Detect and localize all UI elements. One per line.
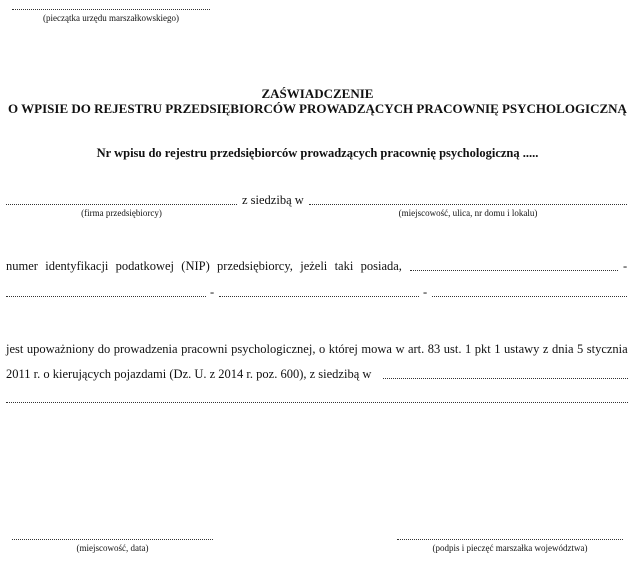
auth-word: pkt: [474, 342, 491, 356]
nip-word: numer: [6, 259, 38, 273]
nip-word: taki: [334, 259, 354, 273]
nip-field-part-4: [432, 296, 627, 297]
nip-field-part-3: [219, 296, 419, 297]
authorization-text-line-2: 2011 r. o kierujących pojazdami (Dz. U. z 2014 r. poz. 600), z siedzibą w: [6, 367, 372, 381]
document-subtitle: O WPISIE DO REJESTRU PRZEDSIĘBIORCÓW PROWADZĄCYCH PRACOWNIĘ PSYCHOLOGICZNĄ: [8, 101, 627, 116]
authorization-seat-field: [383, 378, 628, 379]
signature-field: [397, 539, 623, 540]
auth-word: 1: [494, 342, 501, 356]
nip-separator-dash: -: [423, 285, 428, 299]
nip-word: przedsiębiorcy,: [217, 259, 293, 273]
registry-number-line: Nr wpisu do rejestru przedsiębiorców prowadzących pracownię psychologiczną .....: [96, 146, 539, 160]
auth-word: ust.: [443, 342, 462, 356]
nip-field-part-1: [410, 270, 618, 271]
auth-word: której: [328, 342, 358, 356]
authorization-seat-field-continued: [6, 402, 628, 403]
auth-word: 83: [427, 342, 441, 356]
firm-seat-connector: z siedzibą w: [242, 193, 304, 207]
nip-separator-dash: -: [623, 259, 628, 273]
stamp-caption: (pieczątka urzędu marszałkowskiego): [43, 13, 179, 23]
auth-word: upoważniony: [26, 342, 95, 356]
nip-word: posiada,: [360, 259, 402, 273]
nip-word: jeżeli: [300, 259, 328, 273]
auth-word: 1: [465, 342, 472, 356]
auth-word: w: [395, 342, 405, 356]
seat-address-field: [309, 204, 627, 205]
nip-separator-dash: -: [210, 285, 215, 299]
authorization-text-line-1: [6, 342, 628, 357]
auth-word: psychologicznej,: [231, 342, 316, 356]
auth-word: jest: [6, 342, 24, 356]
auth-word: do: [97, 342, 111, 356]
auth-word: dnia: [551, 342, 574, 356]
nip-word: (NIP): [181, 259, 210, 273]
nip-label: [6, 259, 402, 274]
auth-word: z: [542, 342, 549, 356]
auth-word: stycznia: [586, 342, 628, 356]
document-title: ZAŚWIADCZENIE: [261, 86, 374, 101]
signature-caption: (podpis i pieczęć marszałka województwa): [432, 543, 588, 553]
place-date-caption: (miejscowość, data): [76, 543, 149, 553]
place-date-field: [12, 539, 213, 540]
stamp-dotted-line: [12, 9, 210, 10]
auth-word: pracowni: [181, 342, 228, 356]
auth-word: mowa: [361, 342, 392, 356]
firm-caption: (firma przedsiębiorcy): [81, 208, 162, 218]
auth-word: art.: [407, 342, 425, 356]
nip-word: podatkowej: [115, 259, 174, 273]
nip-word: identyfikacji: [45, 259, 109, 273]
auth-word: prowadzenia: [113, 342, 178, 356]
auth-word: o: [318, 342, 326, 356]
auth-word: 5: [577, 342, 584, 356]
firm-field: [6, 204, 237, 205]
auth-word: ustawy: [503, 342, 540, 356]
address-caption: (miejscowość, ulica, nr domu i lokalu): [398, 208, 538, 218]
nip-field-part-2: [6, 296, 206, 297]
